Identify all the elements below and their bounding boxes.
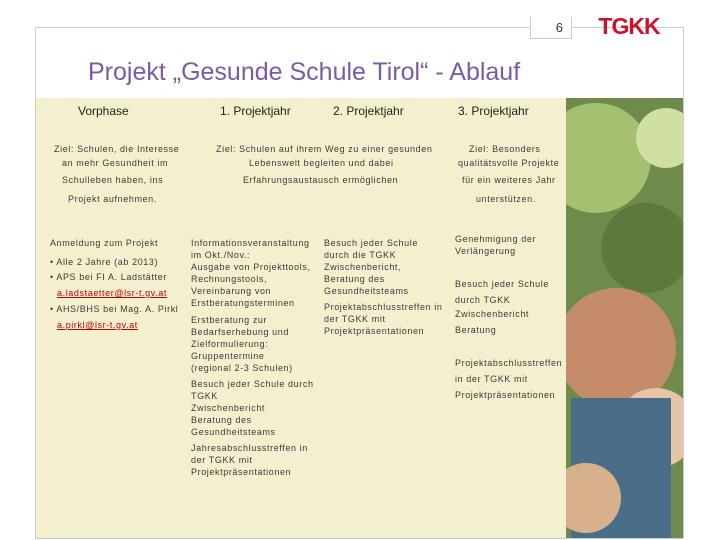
bullet-alle-2-jahre: • Alle 2 Jahre (ab 2013) bbox=[50, 257, 159, 267]
page-title: Projekt „Gesunde Schule Tirol“ - Ablauf bbox=[88, 58, 521, 86]
bullet-ahs-bhs: • AHS/BHS bei Mag. A. Pirkl bbox=[50, 304, 179, 314]
jahr2-block-abschluss: Projektabschlusstreffen in der TGKK mit Projektpräsentationen bbox=[324, 302, 443, 336]
jahr1-block-jahresabschluss: Jahresabschlusstreffen in der TGKK mit Projektpräsentationen bbox=[191, 443, 308, 477]
goal-vorphase-line: Ziel: Schulen, die Interesse bbox=[54, 144, 180, 154]
header-jahr2: 2. Projektjahr bbox=[333, 104, 404, 118]
jahr3-block-beratung: Beratung bbox=[455, 325, 497, 335]
email-link-ladstaetter[interactable]: a.ladstaetter@lsr-t.gv.at bbox=[57, 288, 168, 298]
email-link-pirkl[interactable]: a.pirkl@lsr-t.gv.at bbox=[57, 320, 138, 330]
jahr1-block-info: Informationsveranstaltung im Okt./Nov.: Ausgabe von Projekttools, Rechnungstools, Vereinbarung von Erstberatungsterminen bbox=[191, 238, 311, 308]
jahr3-block-besuch: Besuch jeder Schule durch TGKK bbox=[455, 279, 549, 305]
goal-jahr3-line: Ziel: Besonders bbox=[469, 144, 541, 154]
header-jahr3: 3. Projektjahr bbox=[458, 104, 529, 118]
goal-vorphase-line: an mehr Gesundheit im bbox=[62, 158, 169, 168]
jahr3-block-genehmigung: Genehmigung der Verlängerung bbox=[455, 234, 537, 256]
jahr1-block-erstberatung: Erstberatung zur Bedarfserhebung und Zielformulierung: Gruppentermine (regional 2-3 Schulen) bbox=[191, 315, 293, 373]
page-number: 6 bbox=[530, 17, 572, 39]
jahr3-block-zwischenbericht: Zwischenbericht bbox=[455, 309, 530, 319]
goal-jahr3-line: unterstützen. bbox=[476, 194, 536, 204]
svg-text:TGKK: TGKK bbox=[598, 13, 660, 39]
goal-jahr12-line: Lebenswelt begleiten und dabei bbox=[249, 158, 394, 168]
goal-jahr3-line: für ein weiteres Jahr bbox=[462, 175, 556, 185]
jahr3-block-abschluss: Projektabschlusstreffen in der TGKK mit Projektpräsentationen bbox=[455, 358, 563, 400]
goal-vorphase-line: Projekt aufnehmen. bbox=[68, 194, 157, 204]
bullet-aps: • APS bei FI A. Ladstätter bbox=[50, 272, 167, 282]
jahr2-block-besuch: Besuch jeder Schule durch die TGKK Zwischenbericht, Beratung des Gesundheitsteams bbox=[324, 238, 418, 296]
goal-jahr12-line: Erfahrungsaustausch ermöglichen bbox=[243, 175, 399, 185]
goal-jahr3-line: qualitätsvolle Projekte bbox=[458, 158, 560, 168]
tgkk-logo bbox=[588, 13, 670, 39]
jahr1-block-besuch: Besuch jeder Schule durch TGKK Zwischenbericht Beratung des Gesundheitsteams bbox=[191, 379, 314, 437]
header-vorphase: Vorphase bbox=[78, 104, 129, 118]
anmeldung-label: Anmeldung zum Projekt bbox=[50, 238, 159, 248]
goal-vorphase-line: Schulleben haben, ins bbox=[62, 175, 164, 185]
header-jahr1: 1. Projektjahr bbox=[220, 104, 291, 118]
goal-jahr12-line: Ziel: Schulen auf ihrem Weg zu einer gesunden bbox=[216, 144, 433, 154]
